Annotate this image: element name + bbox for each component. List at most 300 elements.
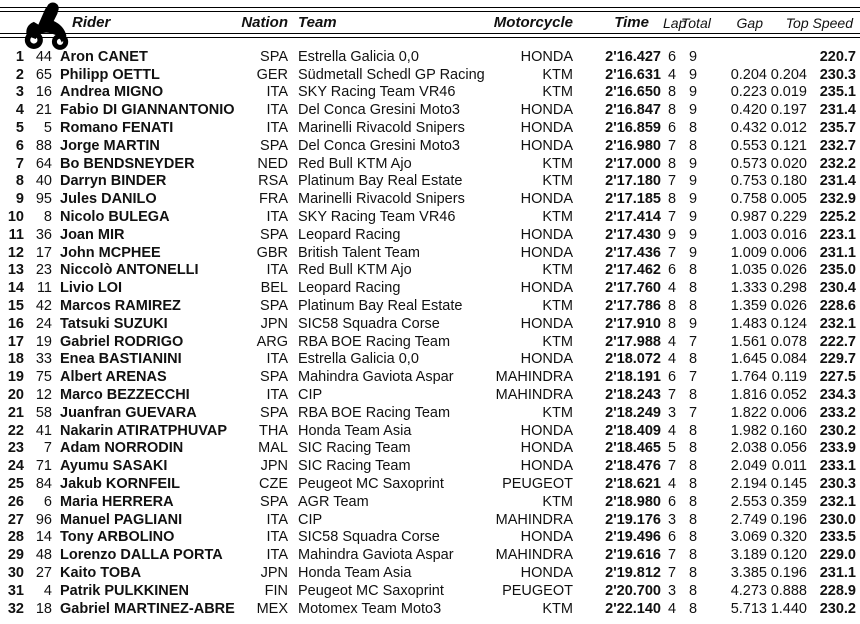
motorcycle-cell: HONDA <box>520 102 573 119</box>
total-laps-cell: 8 <box>688 262 698 279</box>
rider-name-cell: Bo BENDSNEYDER <box>60 155 195 172</box>
rider-name-cell: Jules DANILO <box>60 191 157 208</box>
table-row <box>0 155 860 173</box>
rider-name-cell: Maria HERRERA <box>60 493 174 510</box>
table-row <box>0 262 860 280</box>
time-cell: 2'19.812 <box>605 565 661 581</box>
table-row <box>0 386 860 404</box>
motorcycle-cell: HONDA <box>520 458 573 475</box>
time-cell: 2'17.430 <box>605 226 661 243</box>
motorcycle-cell: KTM <box>542 84 573 101</box>
header-total: Total <box>681 14 711 31</box>
motorcycle-cell: HONDA <box>520 422 573 439</box>
table-row <box>0 84 860 102</box>
rider-number-cell: 64 <box>35 155 52 172</box>
top-speed-cell: 234.3 <box>819 387 856 404</box>
total-laps-cell: 9 <box>688 191 698 208</box>
rider-name-cell: Gabriel RODRIGO <box>60 333 184 350</box>
header-team: Team <box>298 14 337 31</box>
rider-name-cell: Livio LOI <box>60 280 123 297</box>
rider-number-cell: 84 <box>35 476 52 493</box>
lap-cell: 4 <box>667 280 677 297</box>
position-cell: 11 <box>8 226 24 243</box>
gap-to-prev-cell: 0.026 <box>770 262 807 279</box>
rider-name-cell: Albert ARENAS <box>60 369 167 386</box>
rider-name-cell: Enea BASTIANINI <box>60 351 182 368</box>
top-speed-cell: 235.0 <box>819 262 856 279</box>
motorcycle-cell: KTM <box>542 404 573 421</box>
nation-cell: RSA <box>258 173 288 190</box>
position-cell: 4 <box>15 102 24 119</box>
total-laps-cell: 8 <box>688 137 698 154</box>
rider-name-cell: Tony ARBOLINO <box>60 529 175 546</box>
gap-to-prev-cell: 0.359 <box>770 493 807 510</box>
lap-cell: 6 <box>667 529 677 546</box>
total-laps-cell: 8 <box>688 547 698 564</box>
gap-to-prev-cell: 1.440 <box>770 600 807 617</box>
position-cell: 23 <box>7 440 24 457</box>
total-laps-cell: 8 <box>688 600 698 617</box>
position-cell: 16 <box>7 315 24 332</box>
rider-name-cell: Patrik PULKKINEN <box>60 582 189 599</box>
total-laps-cell: 9 <box>688 155 698 172</box>
gap-to-first-cell: 0.753 <box>730 173 767 190</box>
nation-cell: GBR <box>256 244 288 261</box>
rider-name-cell: Ayumu SASAKI <box>60 458 168 475</box>
rider-name-cell: Romano FENATI <box>60 120 174 137</box>
team-cell: Peugeot MC Saxoprint <box>298 476 444 493</box>
total-laps-cell: 8 <box>688 458 698 475</box>
rider-number-cell: 58 <box>35 404 52 421</box>
rider-number-cell: 42 <box>35 298 52 315</box>
time-cell: 2'18.072 <box>605 351 661 368</box>
rider-number-cell: 8 <box>43 209 52 226</box>
total-laps-cell: 7 <box>688 369 698 386</box>
motorcycle-cell: KTM <box>542 600 573 617</box>
time-cell: 2'17.760 <box>605 280 661 297</box>
position-cell: 29 <box>7 547 24 564</box>
rider-name-cell: Joan MIR <box>60 226 125 243</box>
gap-to-prev-cell: 0.121 <box>770 137 807 154</box>
gap-to-prev-cell: 0.020 <box>770 155 807 172</box>
time-cell: 2'19.616 <box>605 547 661 564</box>
gap-to-first-cell: 2.194 <box>730 476 767 493</box>
nation-cell: ARG <box>256 333 288 350</box>
motorcycle-cell: KTM <box>542 209 573 226</box>
gap-to-prev-cell: 0.196 <box>770 511 807 528</box>
motorcycle-cell: MAHINDRA <box>495 369 573 386</box>
top-speed-cell: 233.1 <box>819 458 856 475</box>
rider-name-cell: Gabriel MARTINEZ-ABRE <box>60 600 235 617</box>
total-laps-cell: 9 <box>688 84 698 101</box>
table-row <box>0 137 860 155</box>
motorcycle-cell: KTM <box>542 298 573 315</box>
rider-name-cell: Philipp OETTL <box>60 66 160 83</box>
team-cell: SKY Racing Team VR46 <box>298 209 456 226</box>
table-row <box>0 422 860 440</box>
gap-to-prev-cell: 0.298 <box>770 280 807 297</box>
lap-cell: 5 <box>667 440 677 457</box>
lap-cell: 6 <box>667 493 677 510</box>
gap-to-prev-cell: 0.197 <box>770 102 807 119</box>
gap-to-prev-cell: 0.006 <box>770 404 807 421</box>
total-laps-cell: 8 <box>688 440 698 457</box>
gap-to-prev-cell: 0.026 <box>770 298 807 315</box>
total-laps-cell: 8 <box>688 511 698 528</box>
time-cell: 2'19.176 <box>605 511 661 528</box>
header-lap: Lap <box>663 14 687 31</box>
team-cell: CIP <box>298 511 323 528</box>
rider-name-cell: Kaito TOBA <box>60 565 142 581</box>
lap-cell: 7 <box>667 244 677 261</box>
time-cell: 2'16.847 <box>605 102 661 119</box>
nation-cell: NED <box>257 155 288 172</box>
position-cell: 14 <box>7 280 24 297</box>
gap-to-first-cell: 5.713 <box>730 600 767 617</box>
rider-number-cell: 41 <box>35 422 52 439</box>
gap-to-first-cell: 0.758 <box>730 191 767 208</box>
table-row <box>0 529 860 547</box>
team-cell: Platinum Bay Real Estate <box>298 298 463 315</box>
rider-number-cell: 14 <box>35 529 52 546</box>
gap-to-first-cell: 1.822 <box>730 404 767 421</box>
motorcycle-cell: HONDA <box>520 565 573 581</box>
team-cell: Mahindra Gaviota Aspar <box>298 369 454 386</box>
gap-to-first-cell: 0.987 <box>730 209 767 226</box>
rider-name-cell: Andrea MIGNO <box>60 84 164 101</box>
motorcycle-cell: HONDA <box>520 191 573 208</box>
gap-to-first-cell: 2.553 <box>730 493 767 510</box>
nation-cell: CZE <box>259 476 288 493</box>
rider-name-cell: Juanfran GUEVARA <box>60 404 197 421</box>
top-speed-cell: 231.1 <box>819 244 856 261</box>
time-cell: 2'18.409 <box>605 422 661 439</box>
top-speed-cell: 225.2 <box>819 209 856 226</box>
gap-to-prev-cell: 0.084 <box>770 351 807 368</box>
table-row <box>0 66 860 84</box>
nation-cell: SPA <box>260 493 288 510</box>
gap-to-prev-cell: 0.124 <box>770 315 807 332</box>
rider-number-cell: 18 <box>35 600 52 617</box>
time-cell: 2'18.476 <box>605 458 661 475</box>
rider-name-cell: Tatsuki SUZUKI <box>60 315 168 332</box>
team-cell: Platinum Bay Real Estate <box>298 173 463 190</box>
gap-to-first-cell: 0.223 <box>730 84 767 101</box>
lap-cell: 4 <box>667 66 677 83</box>
position-cell: 18 <box>7 351 24 368</box>
motorcycle-cell: KTM <box>542 155 573 172</box>
rider-number-cell: 71 <box>35 458 52 475</box>
nation-cell: SPA <box>260 369 288 386</box>
gap-to-prev-cell: 0.052 <box>770 387 807 404</box>
top-speed-cell: 231.4 <box>819 173 856 190</box>
nation-cell: SPA <box>260 137 288 154</box>
gap-to-prev-cell: 0.056 <box>770 440 807 457</box>
gap-to-prev-cell: 0.888 <box>770 582 807 599</box>
gap-to-prev-cell: 0.078 <box>770 333 807 350</box>
table-row <box>0 564 860 582</box>
nation-cell: SPA <box>260 48 288 65</box>
position-cell: 3 <box>15 84 24 101</box>
motorcycle-cell: HONDA <box>520 315 573 332</box>
rider-number-cell: 44 <box>35 48 52 65</box>
total-laps-cell: 8 <box>688 529 698 546</box>
lap-cell: 8 <box>667 102 677 119</box>
rider-number-cell: 48 <box>35 547 52 564</box>
time-cell: 2'17.462 <box>605 262 661 279</box>
rider-number-cell: 65 <box>35 66 52 83</box>
nation-cell: SPA <box>260 298 288 315</box>
lap-cell: 4 <box>667 476 677 493</box>
top-speed-cell: 230.2 <box>819 600 856 617</box>
time-cell: 2'22.140 <box>605 600 661 617</box>
nation-cell: MEX <box>256 600 288 617</box>
rider-number-cell: 16 <box>35 84 52 101</box>
lap-cell: 8 <box>667 84 677 101</box>
time-cell: 2'17.414 <box>605 209 661 226</box>
table-row <box>0 511 860 529</box>
time-cell: 2'16.631 <box>605 66 661 83</box>
total-laps-cell: 8 <box>688 476 698 493</box>
rider-number-cell: 5 <box>43 120 52 137</box>
table-row <box>0 48 860 66</box>
total-laps-cell: 8 <box>688 582 698 599</box>
team-cell: SIC58 Squadra Corse <box>298 315 440 332</box>
rider-number-cell: 33 <box>35 351 52 368</box>
time-cell: 2'19.496 <box>605 529 661 546</box>
position-cell: 12 <box>7 244 24 261</box>
table-row <box>0 351 860 369</box>
team-cell: Honda Team Asia <box>298 422 412 439</box>
rider-name-cell: Jakub KORNFEIL <box>60 476 181 493</box>
lap-cell: 7 <box>667 565 677 581</box>
nation-cell: ITA <box>266 102 288 119</box>
motorcycle-rider-icon <box>23 1 70 50</box>
position-cell: 19 <box>7 369 24 386</box>
position-cell: 6 <box>15 137 24 154</box>
total-laps-cell: 9 <box>688 315 698 332</box>
gap-to-first-cell: 1.764 <box>730 369 767 386</box>
nation-cell: ITA <box>266 547 288 564</box>
team-cell: RBA BOE Racing Team <box>298 404 451 421</box>
team-cell: SIC Racing Team <box>298 440 411 457</box>
team-cell: SKY Racing Team VR46 <box>298 84 456 101</box>
gap-to-prev-cell: 0.196 <box>770 565 807 581</box>
rider-name-cell: Jorge MARTIN <box>60 137 160 154</box>
team-cell: Honda Team Asia <box>298 565 412 581</box>
position-cell: 25 <box>7 476 24 493</box>
nation-cell: JPN <box>260 315 288 332</box>
time-cell: 2'18.621 <box>605 476 661 493</box>
gap-to-prev-cell: 0.145 <box>770 476 807 493</box>
rider-name-cell: Marcos RAMIREZ <box>60 298 181 315</box>
gap-to-first-cell: 1.645 <box>730 351 767 368</box>
position-cell: 10 <box>7 209 24 226</box>
top-speed-cell: 229.7 <box>819 351 856 368</box>
lap-cell: 4 <box>667 333 677 350</box>
rider-number-cell: 7 <box>43 440 52 457</box>
total-laps-cell: 8 <box>688 493 698 510</box>
rider-number-cell: 96 <box>35 511 52 528</box>
table-row <box>0 208 860 226</box>
header-nation: Nation <box>241 14 288 31</box>
rider-number-cell: 75 <box>35 369 52 386</box>
lap-cell: 3 <box>667 511 677 528</box>
lap-cell: 6 <box>667 262 677 279</box>
gap-to-first-cell: 1.561 <box>730 333 767 350</box>
gap-to-first-cell: 1.483 <box>730 315 767 332</box>
motorcycle-cell: KTM <box>542 333 573 350</box>
top-speed-cell: 229.0 <box>819 547 856 564</box>
motorcycle-cell: HONDA <box>520 226 573 243</box>
table-row <box>0 279 860 297</box>
table-row <box>0 493 860 511</box>
nation-cell: ITA <box>266 351 288 368</box>
table-row <box>0 226 860 244</box>
top-speed-cell: 228.6 <box>819 298 856 315</box>
total-laps-cell: 8 <box>688 422 698 439</box>
total-laps-cell: 9 <box>688 244 698 261</box>
time-cell: 2'17.436 <box>605 244 661 261</box>
time-cell: 2'18.243 <box>605 387 661 404</box>
rider-number-cell: 95 <box>35 191 52 208</box>
gap-to-prev-cell: 0.229 <box>770 209 807 226</box>
table-row <box>0 297 860 315</box>
nation-cell: ITA <box>266 529 288 546</box>
position-cell: 30 <box>7 565 24 581</box>
gap-to-first-cell: 3.069 <box>730 529 767 546</box>
lap-cell: 7 <box>667 458 677 475</box>
team-cell: British Talent Team <box>298 244 420 261</box>
total-laps-cell: 8 <box>688 298 698 315</box>
team-cell: CIP <box>298 387 323 404</box>
top-speed-cell: 233.9 <box>819 440 856 457</box>
rider-name-cell: Niccolò ANTONELLI <box>60 262 199 279</box>
rider-number-cell: 23 <box>35 262 52 279</box>
rider-number-cell: 27 <box>35 565 52 581</box>
gap-to-first-cell: 0.432 <box>730 120 767 137</box>
team-cell: Red Bull KTM Ajo <box>298 262 412 279</box>
lap-cell: 8 <box>667 191 677 208</box>
gap-to-prev-cell: 0.005 <box>770 191 807 208</box>
gap-to-first-cell: 2.749 <box>730 511 767 528</box>
team-cell: Marinelli Rivacold Snipers <box>298 120 465 137</box>
motorcycle-cell: HONDA <box>520 120 573 137</box>
rider-name-cell: Nakarin ATIRATPHUVAP <box>60 422 228 439</box>
gap-to-first-cell: 0.573 <box>730 155 767 172</box>
gap-to-first-cell: 3.189 <box>730 547 767 564</box>
rider-number-cell: 21 <box>35 102 52 119</box>
lap-cell: 8 <box>667 315 677 332</box>
total-laps-cell: 9 <box>688 173 698 190</box>
top-speed-cell: 230.4 <box>819 280 856 297</box>
motorcycle-cell: PEUGEOT <box>502 476 573 493</box>
gap-to-first-cell: 0.204 <box>730 66 767 83</box>
motorcycle-cell: KTM <box>542 66 573 83</box>
gap-to-prev-cell: 0.160 <box>770 422 807 439</box>
motorcycle-cell: KTM <box>542 262 573 279</box>
table-row <box>0 546 860 564</box>
table-row <box>0 582 860 600</box>
gap-to-first-cell: 0.420 <box>730 102 767 119</box>
top-speed-cell: 222.7 <box>819 333 856 350</box>
time-cell: 2'18.465 <box>605 440 661 457</box>
motorcycle-cell: HONDA <box>520 529 573 546</box>
lap-cell: 3 <box>667 582 677 599</box>
team-cell: SIC58 Squadra Corse <box>298 529 440 546</box>
rider-number-cell: 36 <box>35 226 52 243</box>
gap-to-prev-cell: 0.019 <box>770 84 807 101</box>
time-cell: 2'18.249 <box>605 404 661 421</box>
gap-to-first-cell: 1.003 <box>730 226 767 243</box>
motorcycle-cell: HONDA <box>520 351 573 368</box>
rider-number-cell: 17 <box>35 244 52 261</box>
header-bottom-rule <box>0 33 860 38</box>
lap-cell: 3 <box>667 404 677 421</box>
top-speed-cell: 223.1 <box>819 226 856 243</box>
motorcycle-cell: HONDA <box>520 244 573 261</box>
team-cell: RBA BOE Racing Team <box>298 333 451 350</box>
nation-cell: ITA <box>266 387 288 404</box>
lap-cell: 4 <box>667 351 677 368</box>
table-row <box>0 475 860 493</box>
motorcycle-cell: HONDA <box>520 48 573 65</box>
gap-to-first-cell: 3.385 <box>730 565 767 581</box>
rider-number-cell: 6 <box>43 493 52 510</box>
rider-name-cell: Nicolo BULEGA <box>60 209 170 226</box>
header-time: Time <box>614 14 649 31</box>
position-cell: 22 <box>7 422 24 439</box>
top-speed-cell: 232.2 <box>819 155 856 172</box>
header-top-speed: Top Speed <box>785 14 853 31</box>
gap-to-first-cell: 0.553 <box>730 137 767 154</box>
gap-to-prev-cell: 0.120 <box>770 547 807 564</box>
table-row <box>0 440 860 458</box>
top-speed-cell: 227.5 <box>819 369 856 386</box>
nation-cell: ITA <box>266 120 288 137</box>
top-speed-cell: 233.5 <box>819 529 856 546</box>
table-row <box>0 457 860 475</box>
total-laps-cell: 9 <box>688 48 698 65</box>
time-cell: 2'20.700 <box>605 582 661 599</box>
total-laps-cell: 8 <box>688 280 698 297</box>
nation-cell: MAL <box>258 440 288 457</box>
nation-cell: SPA <box>260 404 288 421</box>
header-motorcycle: Motorcycle <box>493 14 573 31</box>
nation-cell: FIN <box>264 582 288 599</box>
top-speed-cell: 235.7 <box>819 120 856 137</box>
gap-to-first-cell: 2.049 <box>730 458 767 475</box>
team-cell: Leopard Racing <box>298 280 401 297</box>
gap-to-prev-cell: 0.016 <box>770 226 807 243</box>
time-cell: 2'17.786 <box>605 298 661 315</box>
gap-to-first-cell: 2.038 <box>730 440 767 457</box>
lap-cell: 6 <box>667 369 677 386</box>
nation-cell: JPN <box>260 458 288 475</box>
top-speed-cell: 232.7 <box>819 137 856 154</box>
table-row <box>0 190 860 208</box>
rider-name-cell: Darryn BINDER <box>60 173 167 190</box>
motorcycle-cell: MAHINDRA <box>495 387 573 404</box>
header-rider: Rider <box>72 14 111 31</box>
nation-cell: ITA <box>266 511 288 528</box>
gap-to-first-cell: 1.982 <box>730 422 767 439</box>
rider-number-cell: 11 <box>36 280 52 297</box>
time-cell: 2'17.910 <box>605 315 661 332</box>
time-cell: 2'17.185 <box>605 191 661 208</box>
top-speed-cell: 230.3 <box>819 476 856 493</box>
team-cell: Südmetall Schedl GP Racing <box>298 66 485 83</box>
